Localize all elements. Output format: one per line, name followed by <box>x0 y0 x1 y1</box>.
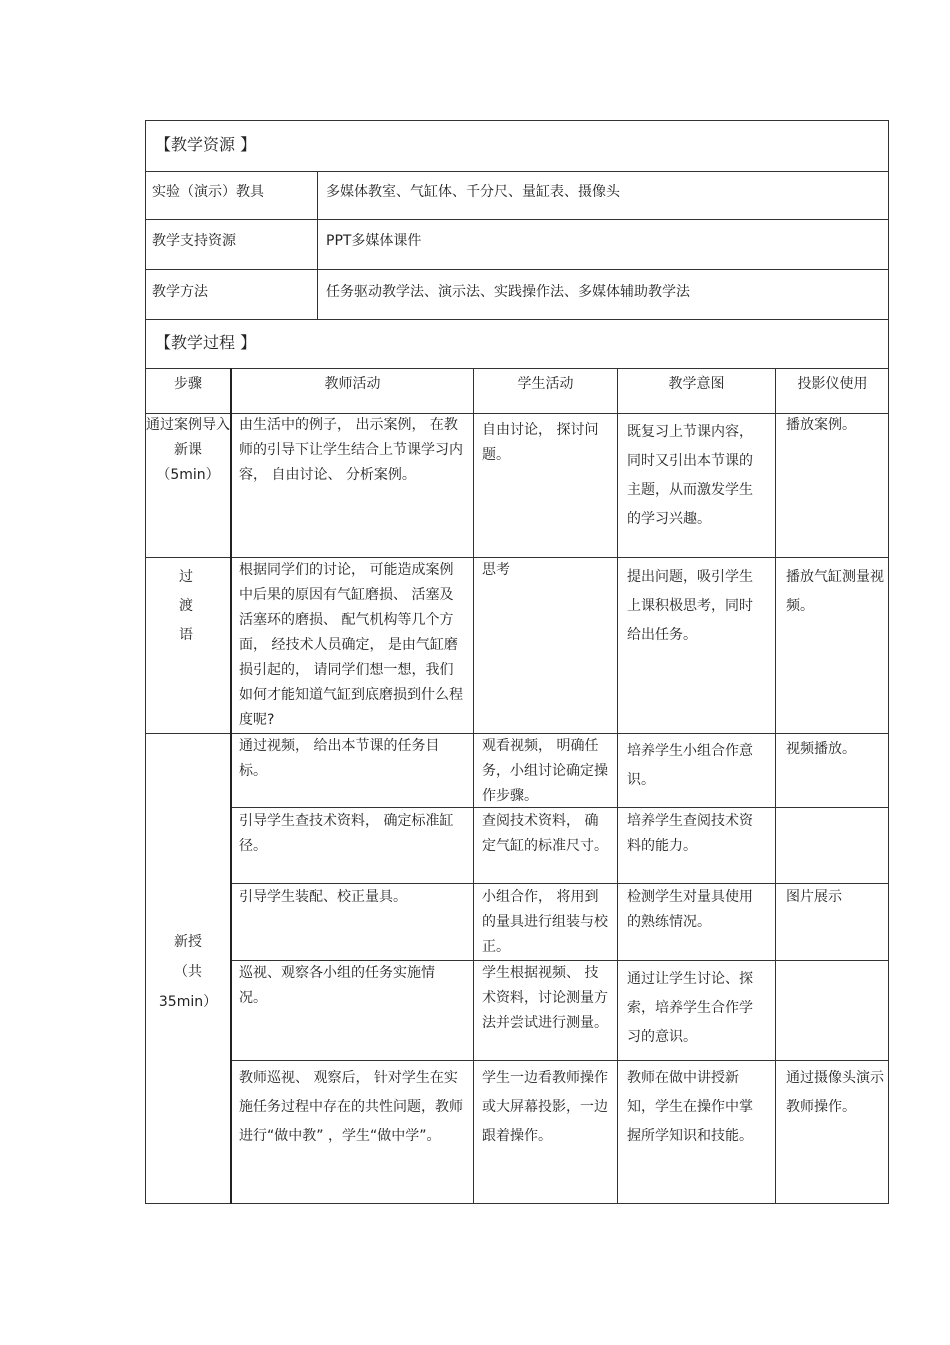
column-header-projector: 投影仪使用 <box>797 376 868 392</box>
resource-value-support: PPT多媒体课件 <box>326 233 422 249</box>
student-activity: 学生一边看教师操作或大屏幕投影，一边跟着操作。 <box>482 1070 608 1144</box>
teacher-activity: 由生活中的例子， 出示案例， 在教师的引导下让学生结合上节课学习内容， 自由讨论、 分析案例。 <box>239 417 463 483</box>
resource-value-equipment: 多媒体教室、气缸体、千分尺、量缸表、摄像头 <box>326 184 620 200</box>
rule <box>231 883 889 884</box>
column-header-step: 步骤 <box>174 376 202 392</box>
resources-heading: 【教学资源 】 <box>155 135 257 154</box>
projector-use: 通过摄像头演示教师操作。 <box>786 1070 884 1115</box>
step-new-lesson-duration: 35min） <box>158 994 218 1010</box>
teaching-intent: 通过让学生讨论、探索，培养学生合作学习的意识。 <box>627 971 753 1045</box>
rule <box>145 368 889 369</box>
resource-value-method: 任务驱动教学法、演示法、实践操作法、多媒体辅助教学法 <box>326 284 690 300</box>
rule <box>617 368 618 1204</box>
teaching-intent: 既复习上节课内容，同时又引出本节课的主题，从而激发学生的学习兴趣。 <box>627 424 753 527</box>
step-transition: 过渡语 <box>179 569 193 643</box>
teacher-activity: 引导学生查技术资料， 确定标准缸径。 <box>239 813 454 854</box>
rule <box>145 219 889 220</box>
student-activity: 观看视频， 明确任务，小组讨论确定操作步骤。 <box>482 738 608 804</box>
teacher-activity: 教师巡视、 观察后， 针对学生在实施任务过程中存在的共性问题，教师进行“做中教” ，学生“做中学”。 <box>239 1070 463 1144</box>
teaching-intent: 检测学生对量具使用的熟练情况。 <box>627 889 753 930</box>
column-header-teacher: 教师活动 <box>324 376 381 392</box>
teacher-activity: 引导学生装配、校正量具。 <box>239 889 407 905</box>
rule <box>230 368 232 1204</box>
step-new-lesson: 新授 <box>174 934 202 950</box>
teacher-activity: 通过视频， 给出本节课的任务目标。 <box>239 738 440 779</box>
teaching-intent: 培养学生查阅技术资料的能力。 <box>627 813 753 854</box>
rule <box>473 368 474 1204</box>
student-activity: 查阅技术资料， 确定气缸的标准尺寸。 <box>482 813 608 854</box>
projector-use: 播放案例。 <box>786 417 856 433</box>
student-activity: 学生根据视频、 技术资料，讨论测量方法并尝试进行测量。 <box>482 965 608 1031</box>
rule <box>775 368 776 1204</box>
column-header-intent: 教学意图 <box>668 376 725 392</box>
rule <box>145 171 889 172</box>
teacher-activity: 根据同学们的讨论， 可能造成案例中后果的原因有气缸磨损、 活塞及活塞环的磨损、 配气机构等几个方面， 经技术人员确定， 是由气缸磨损引起的， 请同学们想一想，我们如何才能知道气缸到底磨损到什么程度呢? <box>239 562 463 728</box>
student-activity: 自由讨论， 探讨问题。 <box>482 422 599 463</box>
student-activity: 思考 <box>482 562 510 578</box>
rule <box>145 269 889 270</box>
teaching-intent: 培养学生小组合作意识。 <box>627 743 753 788</box>
teacher-activity: 巡视、观察各小组的任务实施情况。 <box>239 965 435 1006</box>
resource-label-equipment: 实验（演示）教具 <box>152 184 264 200</box>
projector-use: 播放气缸测量视频。 <box>786 569 884 614</box>
student-activity: 小组合作， 将用到的量具进行组装与校正。 <box>482 889 608 955</box>
projector-use: 视频播放。 <box>786 741 856 757</box>
rule <box>317 171 318 319</box>
step-new-lesson-duration: （共 <box>174 964 202 980</box>
process-heading: 【教学过程 】 <box>155 333 257 352</box>
teaching-intent: 教师在做中讲授新知，学生在操作中掌握所学知识和技能。 <box>627 1070 753 1144</box>
resource-label-support: 教学支持资源 <box>152 233 236 249</box>
step-intro: 通过案例导入新课（5min） <box>146 417 230 483</box>
projector-use: 图片展示 <box>786 889 842 905</box>
rule <box>145 319 889 320</box>
teaching-intent: 提出问题，吸引学生上课积极思考，同时给出任务。 <box>627 569 753 643</box>
column-header-student: 学生活动 <box>517 376 574 392</box>
resource-label-method: 教学方法 <box>152 284 208 300</box>
rule <box>231 1060 889 1061</box>
